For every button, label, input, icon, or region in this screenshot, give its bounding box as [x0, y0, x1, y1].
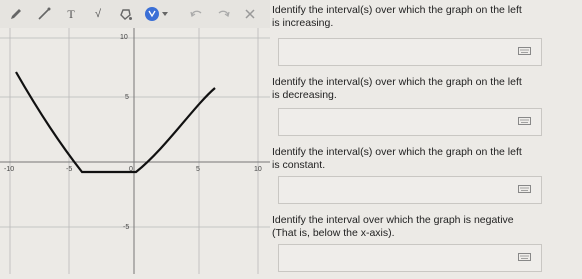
question-text: is decreasing. [272, 88, 337, 101]
x-tick-label: 5 [196, 166, 200, 173]
drawing-toolbar [0, 0, 270, 28]
x-tick-label: -10 [4, 166, 15, 173]
question-text: Identify the interval(s) over which the graph on the left [272, 4, 522, 16]
function-graph [0, 28, 270, 274]
question-decreasing [272, 76, 522, 101]
answer-input-negative[interactable] [278, 244, 542, 272]
keyboard-icon[interactable] [518, 47, 531, 55]
y-tick-label: 5 [125, 94, 129, 101]
question-text: Identify the interval(s) over which the graph on the left [272, 76, 522, 88]
answer-input-constant[interactable] [278, 176, 542, 204]
keyboard-icon[interactable] [518, 253, 531, 261]
x-tick-label: 0 [129, 166, 133, 173]
keyboard-icon[interactable] [518, 117, 531, 125]
question-negative [272, 214, 514, 239]
question-constant [272, 146, 522, 171]
pencil-icon[interactable] [8, 5, 24, 23]
sqrt-tool[interactable]: √ [94, 8, 102, 20]
color-picker[interactable] [144, 5, 170, 23]
y-tick-label: -5 [123, 224, 130, 231]
y-tick-label: 10 [120, 34, 128, 41]
question-increasing [272, 4, 522, 29]
line-icon[interactable] [36, 5, 52, 23]
question-text: Identify the interval over which the graph is negative [272, 214, 514, 226]
x-tick-label: 10 [254, 166, 262, 173]
question-text: Identify the interval(s) over which the graph on the left [272, 146, 522, 158]
undo-icon[interactable] [188, 5, 204, 23]
answer-input-decreasing[interactable] [278, 108, 542, 136]
graph-canvas [0, 28, 270, 274]
question-text: (That is, below the x-axis). [272, 226, 395, 239]
clear-icon[interactable] [242, 5, 258, 23]
keyboard-icon[interactable] [518, 185, 531, 193]
question-text: is increasing. [272, 16, 334, 29]
fill-icon[interactable] [118, 5, 134, 23]
redo-icon[interactable] [216, 5, 232, 23]
x-tick-label: -5 [66, 166, 73, 173]
axes [0, 28, 270, 274]
function-curve [16, 72, 215, 172]
text-tool[interactable]: T [67, 6, 75, 21]
question-text: is constant. [272, 158, 326, 171]
answer-input-increasing[interactable] [278, 38, 542, 66]
grid-lines [0, 28, 270, 274]
